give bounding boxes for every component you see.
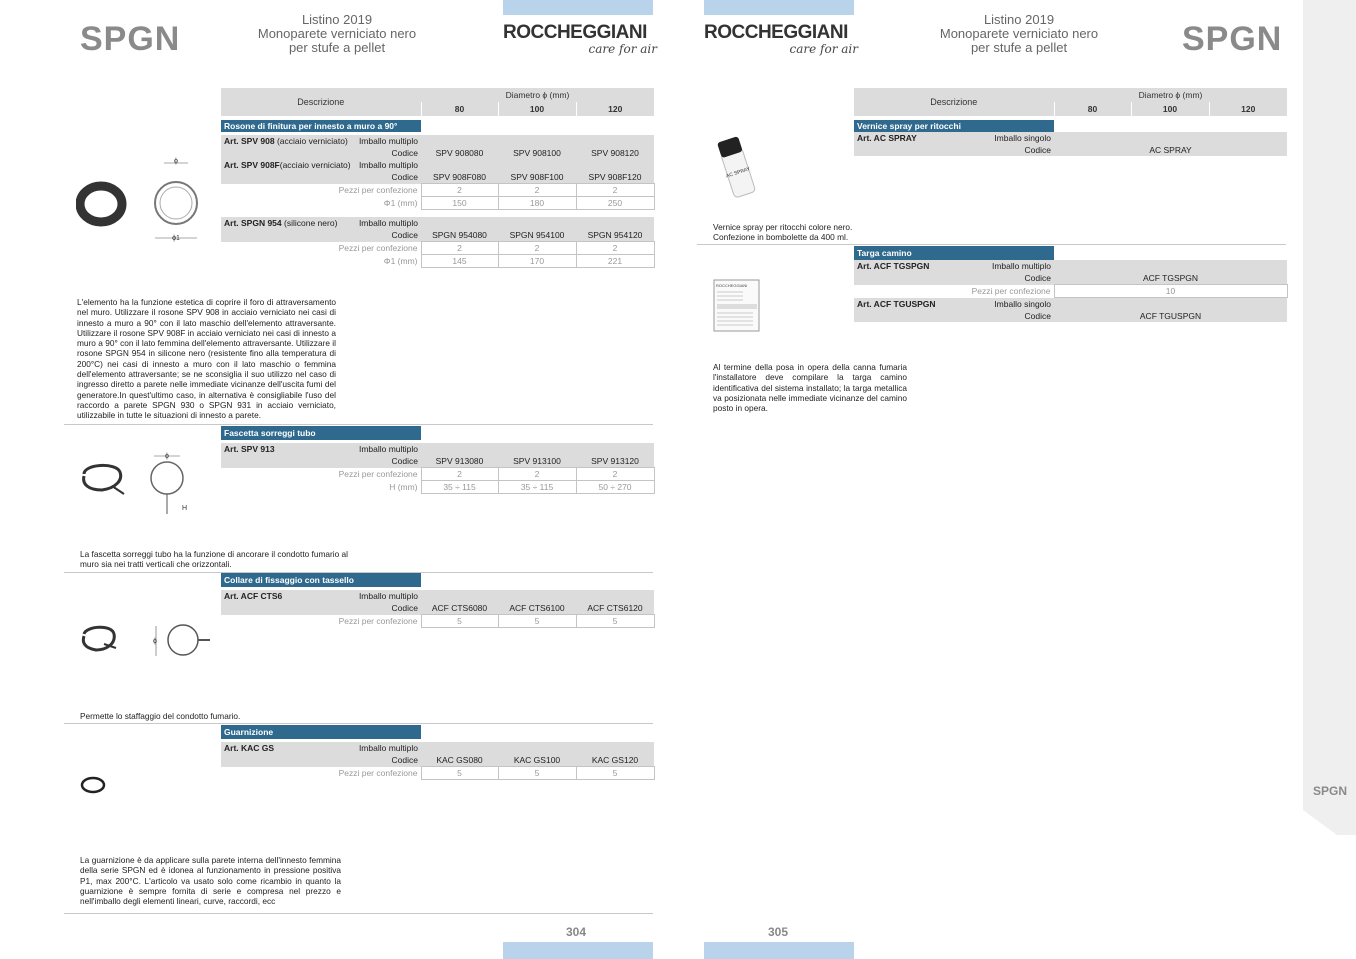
left-page-code: SPGN	[80, 20, 181, 58]
rosone-inner-circle	[160, 187, 192, 219]
pezzi-cell: 5	[576, 767, 654, 780]
brand-logo	[503, 22, 657, 56]
pack-type: Imballo multiplo	[358, 218, 418, 228]
pezzi-cell: 2	[421, 184, 498, 197]
section-title: Fascetta sorreggi tubo	[221, 426, 421, 440]
product-table-collare	[221, 573, 655, 628]
codice-label: Codice	[1024, 145, 1051, 155]
code-cell: SPV 913120	[576, 455, 654, 468]
h-cell: 35 ÷ 115	[421, 481, 498, 494]
code-cell: SPV 908100	[498, 147, 576, 159]
pack-type: Imballo multiplo	[358, 591, 418, 601]
col-descrizione: Descrizione	[854, 88, 1054, 116]
targa-description: Al termine della posa in opera della canna fumaria l'installatore deve compilare la targa camino identificativa del sistema installato; la targa metallica va posizionata nelle immediate vicinanze del camino posto in opera.	[713, 362, 907, 414]
spray-description: Vernice spray per ritocchi colore nero. Confezione in bombolette da 400 ml.	[713, 222, 853, 243]
phi-label: Φ1 (mm)	[383, 198, 418, 208]
fascetta-description: La fascetta sorreggi tubo ha la funzione di ancorare il condotto fumario al muro sia nei tratti verticali che orizzontali.	[80, 549, 348, 570]
page-number: 305	[768, 925, 789, 939]
pack-type: Imballo singolo	[994, 298, 1052, 309]
article-name: Art. SPV 908	[224, 136, 275, 146]
article-name: Art. ACF TGSPGN	[857, 261, 930, 271]
pack-type: Imballo multiplo	[358, 444, 419, 454]
col-80: 80	[421, 102, 498, 116]
phi-cell: 250	[576, 197, 654, 210]
bottom-accent-bar	[503, 942, 653, 959]
col-120: 120	[1209, 102, 1287, 116]
code-cell: KAC GS120	[576, 754, 654, 767]
dim-h: H	[182, 505, 188, 512]
col-diametro: Diametro ϕ (mm)	[421, 88, 654, 102]
article-name: Art. SPV 908F	[224, 160, 280, 170]
header-line-2: Monoparete verniciato nero	[939, 26, 1099, 41]
col-diametro: Diametro ϕ (mm)	[1054, 88, 1287, 102]
pack-type: Imballo singolo	[994, 133, 1051, 143]
pezzi-cell: 2	[498, 184, 576, 197]
h-cell: 50 ÷ 270	[576, 481, 654, 494]
code-cell: SPV 908F120	[576, 171, 654, 184]
collare-illustration	[76, 618, 216, 664]
gasket-ring	[82, 778, 104, 792]
product-table-spray	[854, 88, 1287, 156]
rosone-description: L'elemento ha la funzione estetica di coprire il foro di attraversamento nel muro. Utilizzare il rosone SPV 908 in acciaio verniciato nei casi di innesto a muro a 90° con il lato maschio dell'elemento attraversante. Utilizzare il rosone SPV 908F in acciaio verniciato nei casi di innesto a muro a 90° con il lato femmina dell'elemento attraversante. Utilizzare il rosone SPGN 954 in silicone nero (resistente fino alla temperatura di 200°C) nei casi di innesto a muro con il lato maschio o femmina dell'elemento attraversante; se ne sconsiglia il suo utilizzo nel caso di ingresso diretto a parete nelle immediate vicinanze dell'uscita fumi del generatore.In quest'ultimo caso, in alternativa è consigliabile l'uso del raccordo a parete SPGN 930 o SPGN 931 in acciaio verniciato, utilizzabile in tutte le situazioni di innesto a parete.	[77, 297, 336, 421]
article-material: (silicone nero)	[284, 218, 338, 228]
brand-logo-tagline: care for air	[588, 42, 657, 56]
dim-phi1: ϕ1	[172, 235, 180, 242]
pezzi-label: Pezzi per confezione	[338, 616, 418, 626]
phi-cell: 150	[421, 197, 498, 210]
col-80: 80	[1054, 102, 1131, 116]
pezzi-cell: 5	[576, 615, 654, 628]
codice-label: Codice	[391, 230, 418, 241]
header-line-1: Listino 2019	[983, 12, 1055, 27]
section-title: Collare di fissaggio con tassello	[221, 573, 421, 587]
guarnizione-description: La guarnizione è da applicare sulla parete interna dell'innesto femmina della serie SPGN ed è idonea al funzionamento in pressione positiva P1, max 200°C. L'articolo va usato solo come ricambio in quanto la guarnizione è sempre fornita di serie e compresa nel prezzo e nell'imballo degli elementi lineari, curve, raccordi, ecc	[80, 855, 341, 907]
dim-phi: ϕ	[153, 638, 157, 645]
spray-can-label: AC SPRAY	[725, 166, 752, 180]
code-cell: SPV 908F080	[421, 171, 498, 184]
h-cell: 35 ÷ 115	[498, 481, 576, 494]
article-row	[221, 159, 421, 171]
pack-type: Imballo multiplo	[358, 136, 418, 146]
code-cell: SPV 908120	[576, 147, 654, 159]
code-cell: ACF CTS6080	[421, 602, 498, 615]
collare-ring	[168, 625, 198, 655]
article-name: Art. ACF TGUSPGN	[857, 298, 936, 309]
fascetta-illustration	[76, 450, 206, 520]
phi-cell: 145	[421, 255, 498, 268]
pezzi-cell: 2	[498, 468, 576, 481]
code-cell: SPGN 954080	[421, 229, 498, 242]
pezzi-label: Pezzi per confezione	[338, 469, 418, 479]
code-cell: SPV 908080	[421, 147, 498, 159]
top-accent-bar	[704, 0, 854, 15]
pack-type: Imballo multiplo	[991, 261, 1052, 271]
section-title: Targa camino	[854, 246, 1054, 260]
dim-phi: ϕ	[174, 158, 178, 165]
brand-logo	[704, 22, 858, 56]
pack-type: Imballo multiplo	[358, 743, 418, 753]
col-100: 100	[498, 102, 576, 116]
product-table-guarnizione	[221, 725, 655, 780]
col-120: 120	[576, 102, 654, 116]
section-divider	[64, 424, 653, 425]
codice-label: Codice	[391, 148, 418, 158]
dim-phi: ϕ	[165, 453, 169, 460]
section-title: Guarnizione	[221, 725, 421, 739]
collare-description: Permette lo staffaggio del condotto fumario.	[80, 711, 241, 721]
codice-label: Codice	[391, 456, 419, 467]
brand-logo-name: ROCCHEGGIANI	[704, 22, 848, 43]
h-label: H (mm)	[389, 482, 418, 492]
page-number: 304	[566, 925, 587, 939]
pezzi-cell: 10	[1054, 285, 1287, 298]
codice-label: Codice	[391, 603, 418, 614]
codice-label: Codice	[1024, 311, 1052, 321]
pezzi-cell: 5	[498, 767, 576, 780]
code-cell: KAC GS080	[421, 754, 498, 767]
code-cell: SPV 913080	[421, 455, 498, 468]
section-title: Rosone di finitura per innesto a muro a 90°	[221, 120, 421, 132]
code-cell: AC SPRAY	[1149, 145, 1192, 155]
col-descrizione: Descrizione	[221, 88, 421, 116]
rosone-illustration	[76, 156, 206, 244]
header-line-1: Listino 2019	[301, 12, 373, 27]
phi-cell: 170	[498, 255, 576, 268]
right-page-code: SPGN	[1182, 20, 1283, 58]
side-tab-label: SPGN	[1313, 784, 1348, 798]
article-name: Art. SPV 913	[224, 444, 275, 454]
phi-label: Φ1 (mm)	[383, 256, 418, 266]
brand-logo-tagline: care for air	[789, 42, 858, 56]
product-table-fascetta	[221, 426, 655, 494]
code-cell: SPGN 954120	[576, 229, 654, 242]
code-cell: ACF CTS6120	[576, 602, 654, 615]
pezzi-cell: 5	[498, 615, 576, 628]
code-cell: SPV 913100	[498, 455, 576, 468]
side-tab-strip	[1303, 0, 1356, 959]
article-name: Art. AC SPRAY	[857, 133, 917, 143]
codice-label: Codice	[391, 172, 418, 183]
header-line-3: per stufe a pellet	[970, 40, 1068, 55]
code-cell: ACF CTS6100	[498, 602, 576, 615]
codice-label: Codice	[391, 755, 418, 766]
article-name: Art. KAC GS	[224, 743, 275, 753]
fascetta-ring	[151, 462, 183, 494]
pezzi-cell: 2	[421, 468, 498, 481]
targa-plate-logo: ROCCHEGGIANI	[716, 283, 748, 288]
spray-can-illustration	[712, 134, 762, 204]
section-title: Vernice spray per ritocchi	[854, 120, 1054, 132]
top-accent-bar	[503, 0, 653, 15]
article-name: Art. SPGN 954	[224, 218, 282, 228]
bottom-accent-bar	[704, 942, 854, 959]
targa-illustration	[713, 279, 761, 333]
product-table-rosone	[221, 88, 655, 268]
phi-cell: 221	[576, 255, 654, 268]
section-divider	[697, 244, 1286, 245]
brand-logo-name: ROCCHEGGIANI	[503, 22, 647, 43]
section-divider	[64, 913, 653, 914]
guarnizione-illustration	[78, 774, 110, 796]
pezzi-label: Pezzi per confezione	[338, 185, 418, 195]
pezzi-label: Pezzi per confezione	[338, 768, 418, 778]
code-cell: ACF TGSPGN	[1142, 273, 1199, 283]
rosone-outer-circle	[155, 182, 197, 224]
header-line-3: per stufe a pellet	[288, 40, 386, 55]
col-100: 100	[1131, 102, 1209, 116]
code-cell: ACF TGUSPGN	[1139, 311, 1202, 321]
pezzi-cell: 5	[421, 615, 498, 628]
rosone-ring	[80, 186, 122, 222]
code-cell: KAC GS100	[498, 754, 576, 767]
header-line-2: Monoparete verniciato nero	[257, 26, 417, 41]
pezzi-label: Pezzi per confezione	[971, 286, 1051, 296]
article-name: Art. ACF CTS6	[224, 591, 283, 601]
pezzi-cell: 5	[421, 767, 498, 780]
pack-type: Imballo multiplo	[358, 160, 418, 170]
pezzi-label: Pezzi per confezione	[338, 243, 418, 253]
article-material: (acciaio verniciato)	[276, 136, 348, 146]
fascetta-clamp	[84, 465, 121, 490]
phi-cell: 180	[498, 197, 576, 210]
code-cell: SPGN 954100	[498, 229, 576, 242]
article-row	[221, 217, 421, 229]
section-divider	[64, 723, 653, 724]
pezzi-cell: 2	[421, 242, 498, 255]
pezzi-cell: 2	[576, 242, 654, 255]
left-page-header	[232, 13, 442, 55]
pezzi-cell: 2	[498, 242, 576, 255]
right-page-header	[914, 13, 1124, 55]
product-table-targa	[854, 246, 1288, 322]
pezzi-cell: 2	[576, 468, 654, 481]
pezzi-cell: 2	[576, 184, 654, 197]
article-row	[221, 135, 421, 147]
article-material: (acciaio verniciato)	[279, 160, 351, 170]
codice-label: Codice	[1024, 273, 1052, 284]
code-cell: SPV 908F100	[498, 171, 576, 184]
